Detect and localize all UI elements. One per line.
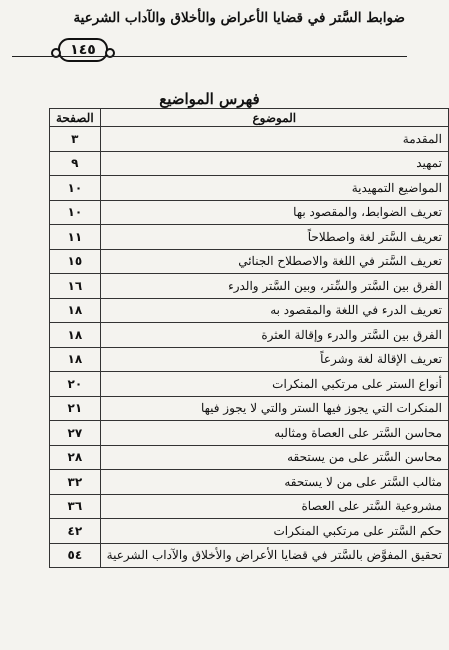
topic-cell: المواضيع التمهيدية bbox=[100, 176, 448, 201]
page-cell: ١٦ bbox=[50, 274, 101, 299]
page-cell: ١٨ bbox=[50, 347, 101, 372]
page-cell: ١٠ bbox=[50, 200, 101, 225]
table-row bbox=[50, 298, 449, 323]
index-title: فهرس المواضيع bbox=[159, 90, 260, 108]
topic-cell: الفرق بين السَّتر والسِّتر، وبين السَّتر والدرء bbox=[100, 274, 448, 299]
table-row bbox=[50, 494, 449, 519]
toc-header-row bbox=[50, 109, 449, 127]
table-row bbox=[50, 543, 449, 568]
topic-cell: تعريف الضوابط، والمقصود بها bbox=[100, 200, 448, 225]
page-cell: ٣ bbox=[50, 127, 101, 152]
topic-cell: المقدمة bbox=[100, 127, 448, 152]
topic-cell: تحقيق المفوَّض بالسَّتر في قضايا الأعراض والأخلاق والآداب الشرعية bbox=[100, 543, 448, 568]
table-row bbox=[50, 519, 449, 544]
page-cell: ٣٢ bbox=[50, 470, 101, 495]
topic-cell: محاسن السَّتر على من يستحقه bbox=[100, 445, 448, 470]
page-cell: ٢٠ bbox=[50, 372, 101, 397]
page-cell: ٥٤ bbox=[50, 543, 101, 568]
table-row bbox=[50, 421, 449, 446]
page-cell: ١١ bbox=[50, 225, 101, 250]
topic-cell: تعريف الدرء في اللغة والمقصود به bbox=[100, 298, 448, 323]
table-row bbox=[50, 323, 449, 348]
page-cell: ١٠ bbox=[50, 176, 101, 201]
table-row bbox=[50, 249, 449, 274]
table-row bbox=[50, 347, 449, 372]
page-cell: ١٥ bbox=[50, 249, 101, 274]
toc-table bbox=[49, 108, 449, 568]
table-row bbox=[50, 396, 449, 421]
page-cell: ٢٧ bbox=[50, 421, 101, 446]
topic-cell: تعريف الإقالة لغة وشرعاً bbox=[100, 347, 448, 372]
table-row bbox=[50, 225, 449, 250]
header-divider bbox=[12, 56, 407, 57]
page-cell: ٢١ bbox=[50, 396, 101, 421]
page-cell: ٣٦ bbox=[50, 494, 101, 519]
topic-cell: تعريف السَّتر في اللغة والاصطلاح الجنائي bbox=[100, 249, 448, 274]
table-row bbox=[50, 470, 449, 495]
table-row bbox=[50, 200, 449, 225]
page-cell: ٩ bbox=[50, 151, 101, 176]
table-row bbox=[50, 176, 449, 201]
table-row bbox=[50, 372, 449, 397]
topic-cell: تمهيد bbox=[100, 151, 448, 176]
topic-cell: أنواع الستر على مرتكبي المنكرات bbox=[100, 372, 448, 397]
page-cell: ٤٢ bbox=[50, 519, 101, 544]
topic-cell: تعريف السَّتر لغة واصطلاحاً bbox=[100, 225, 448, 250]
column-header-topic: الموضوع bbox=[100, 109, 448, 127]
column-header-page: الصفحة bbox=[50, 109, 101, 127]
table-row bbox=[50, 274, 449, 299]
topic-cell: محاسن السَّتر على العصاة ومثالبه bbox=[100, 421, 448, 446]
topic-cell: مشروعية السَّتر على العصاة bbox=[100, 494, 448, 519]
topic-cell: مثالب السَّتر على من لا يستحقه bbox=[100, 470, 448, 495]
page-cell: ٢٨ bbox=[50, 445, 101, 470]
topic-cell: الفرق بين السَّتر والدرء وإقالة العثرة bbox=[100, 323, 448, 348]
running-title: ضوابط السَّتر في قضايا الأعراض والأخلاق والآداب الشرعية bbox=[73, 10, 405, 26]
table-row bbox=[50, 127, 449, 152]
page-number: ١٤٥ bbox=[58, 38, 108, 62]
topic-cell: المنكرات التي يجوز فيها الستر والتي لا يجوز فيها bbox=[100, 396, 448, 421]
table-row bbox=[50, 445, 449, 470]
page-cell: ١٨ bbox=[50, 323, 101, 348]
page-cell: ١٨ bbox=[50, 298, 101, 323]
topic-cell: حكم السَّتر على مرتكبي المنكرات bbox=[100, 519, 448, 544]
table-row bbox=[50, 151, 449, 176]
